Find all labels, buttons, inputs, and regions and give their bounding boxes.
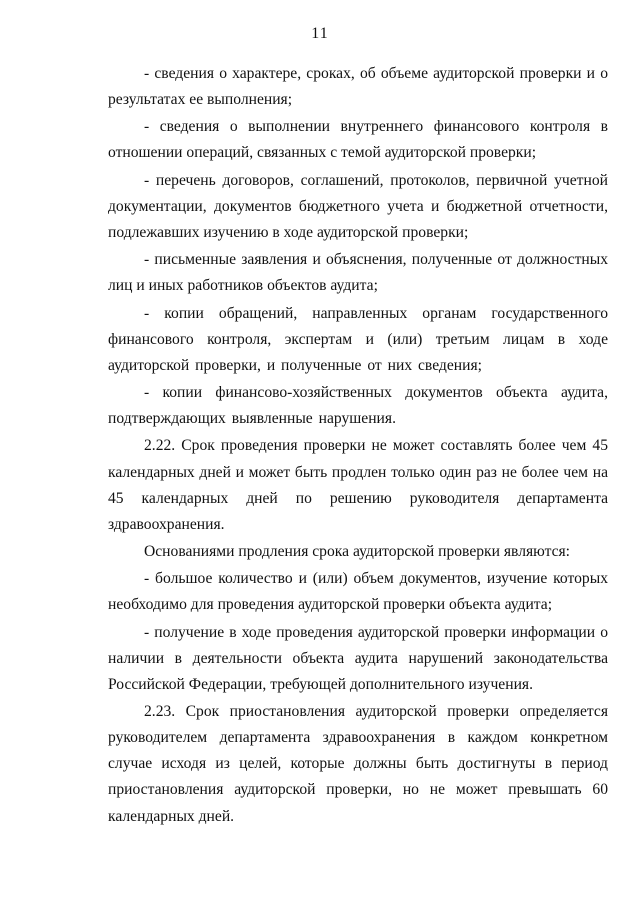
paragraph-2-22: 2.22. Срок проведения проверки не может составлять более чем 45 календарных дней и может быть продлен только один раз не более чем на 45 календарных дней по решению руководителя департамента здравоохранения. (108, 437, 608, 533)
paragraph-2-23: 2.23. Срок приостановления аудиторской проверки определяется руководителем департамента здравоохранения в каждом конкретном случае исходя из целей, которые должны быть достигнуты в период приостановления аудиторской проверки, но не может превышать 60 календарных дней. (108, 703, 608, 825)
page-number: 11 (311, 25, 329, 42)
paragraph-violations-info: - получение в ходе проведения аудиторской проверки информации о наличии в деятельности объекта аудита нарушений законодательства Российской Федерации, требующей дополнительного изучения. (108, 623, 608, 693)
paragraph-contracts-list: - перечень договоров, соглашений, протоколов, первичной учетной документации, документов бюджетного учета и бюджетной отчетности, подлежавших изучению в ходе аудиторской проверки; (108, 171, 608, 241)
document-body (108, 61, 608, 831)
paragraph-internal-control: - сведения о выполнении внутреннего финансового контроля в отношении операций, связанных с темой аудиторской проверки; (108, 118, 608, 162)
paragraph-written-statements: - письменные заявления и объяснения, полученные от должностных лиц и иных работников объектов аудита; (108, 251, 608, 295)
paragraph-copies-documents: - копии финансово-хозяйственных документов объекта аудита, подтверждающих выявленные нарушения. (108, 384, 608, 428)
paragraph-copies-appeals: - копии обращений, направленных органам государственного финансового контроля, экспертам и (или) третьим лицам в ходе аудиторской проверки, и полученные от них сведения; (108, 304, 608, 374)
paragraph-large-volume: - большое количество и (или) объем документов, изучение которых необходимо для проведения аудиторской проверки объекта аудита; (108, 570, 608, 614)
paragraph-extension-grounds: Основаниями продления срока аудиторской проверки являются: (144, 543, 571, 560)
paragraph-audit-info: - сведения о характере, сроках, об объеме аудиторской проверки и о результатах ее выполнения; (108, 65, 608, 109)
